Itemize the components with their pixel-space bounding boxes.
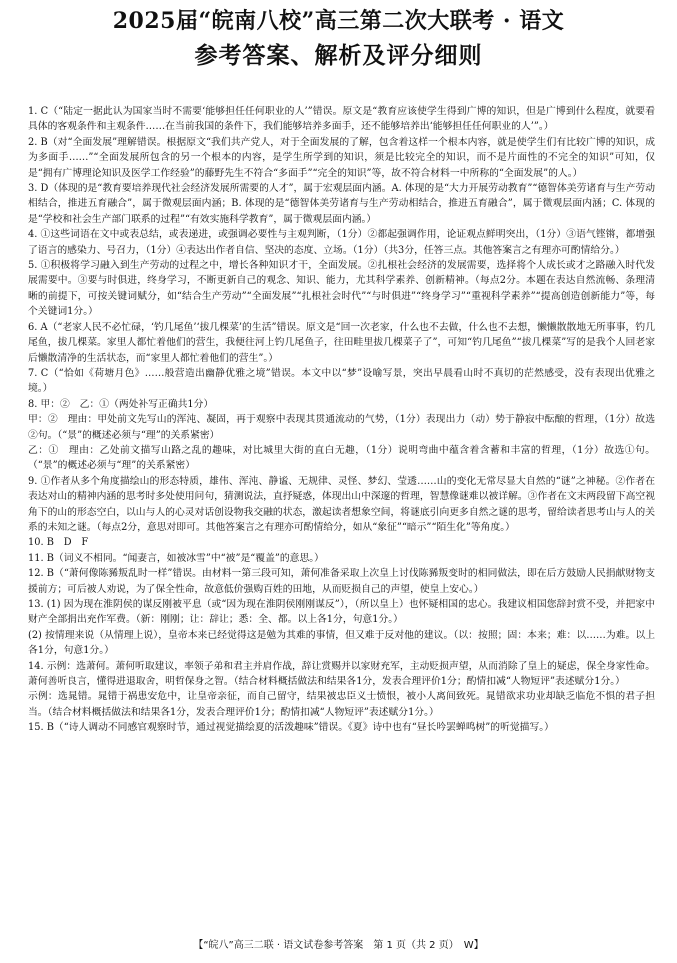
- answer-item: 14. 示例：选萧何。萧何听取建议，率领子弟和君主并肩作战，辞让赏赐并以家财充军，主动贬损声望，从而消除了皇上的疑虑，保全身家性命。萧何善听良言，懂得进退取舍，明哲保身之智。（结合材料概括做法和结果各1分，发表合理评价1分；酌情扣减“人物短评”表述赋分1分。）: [28, 660, 655, 688]
- answer-item: 9. ①作者从多个角度描绘山的形态特质，雄伟、浑沌、静谧、无规律、灵怪、梦幻、莹透……山的变化无常尽显大自然的“谜”之神秘。②作者在表达对山的精神内涵的思考时多处使用问句，猜测说法，直抒疑惑，体现出山中深邃的哲理，智慧像谜难以被详解。③作者在文末两段留下高空视角下的山的形态空白，以山与人的心灵对话创设物我交融的状态，激起读者想象空间，将谜底引向更多自然之谜的思考，留给读者思考山与人的关系的未知之谜。（每点2分，意思对即可。其他答案言之有理亦可酌情给分，如从“象征”“暗示”“陌生化”等角度。）: [28, 475, 655, 533]
- answer-item: 5. ①积极将学习融入到生产劳动的过程之中，增长各种知识才干，全面发展。②扎根社会经济的发展需要，选择将个人成长或才之路融入时代发展需要中。③要与时俱进，终身学习，不断更新自己的观念、知识、能力，尤其科学素养、创新精神。（每点2分。本题在表达自然流畅、条理清晰的前提下，可按关键词赋分，如“结合生产劳动”“全面发展”“扎根社会时代”“与时俱进”“终身学习”“重视科学素养”“提高创造创新能力”等，每个关键词1分。）: [28, 260, 655, 318]
- answer-item: 1. C（“陆定一据此认为国家当时不需要‘能够担任任何职业的人’”错误。原文是“教育应该使学生得到广博的知识，但是广博到什么程度，就要看具体的客观条件和主观条件……在当前我国的条件下，我们能够培养多面手，还不能够培养出‘能够担任任何职业的人’”。）: [28, 106, 655, 133]
- answer-item: 10. B D F: [28, 537, 89, 549]
- answer-item: 13. (1) 因为现在淮阴侯的谋反刚被平息（或“因为现在淮阴侯刚刚谋反”），（所以皇上）也怀疑相国的忠心。我建议相国您辞封赏不受，并把家中财产全部捐出充作军费。（新：刚刚；让：辞让；悉：全、都。以上各1分，句意1分。）: [28, 599, 655, 626]
- answer-item: 6. A（“老家人民不必忙碌，‘钓几尾鱼’‘拔几棵菜’的生活”错误。原文是“回一次老家，什么也不去做，什么也不去想，懒懒散散地无所事事，钓几尾鱼，拔几棵菜。家里人都忙着他们的营生，我便往河上钓几尾鱼子，往田畦里拔几棵菜子了”，可知“钓几尾鱼”“拔几棵菜”写的是我个人回老家后懒散清净的生活状态，而“家里人都忙着他们的营生”。）: [28, 321, 655, 364]
- answer-item: 甲：② 理由：甲处前文先写山的浑沌、凝固，再于观察中表现其贯通流动的气势，（1分）表现出力（动）势于静寂中酝酿的哲理，（1分）故选②句。（“景”的概述必须与“理”的关系紧密）: [28, 414, 655, 441]
- answer-item: 11. B（词义不相同。“闻妻言，如被冰雪”中“被”是“覆盖”的意思。）: [28, 552, 324, 564]
- answer-item: 4. ①这些词语在文中或表总结，或表递进，或强调必要性与主观判断，（1分）②都起强调作用，论证观点鲜明突出，（1分）③语气铿锵，都增强了语言的感染力、号召力，（1分）④表达出作者自信、坚决的态度、立场。（1分）（共3分，任答三点。其他答案言之有理亦可酌情给分。）: [28, 229, 655, 256]
- page-header: [0, 0, 677, 72]
- answer-item: 乙：① 理由：乙处前文描写山路之乱的趣味，对比城里大街的直白无趣，（1分）说明弯曲中蕴含着含蓄和丰富的哲理，（1分）故选①句。（“景”的概述必须与“理”的关系紧密）: [28, 444, 655, 472]
- answer-item: 示例：选晁错。晁错于祸患安危中，让皇帝亲征，而自己留守，结果被忠臣义士愤恨，被小人离间致死。晁错欲求功业却缺乏临危不惧的君子担当。（结合材料概括做法和结果各1分，发表合理评价1分；酌情扣减“人物短评”表述赋分1分。）: [28, 691, 655, 718]
- answer-item: 8. 甲：② 乙：①（两处补写正确共1分）: [28, 398, 214, 410]
- answer-item: 2. B（对“全面发展”理解错误。根据原文“我们共产党人，对于全面发展的了解，包含着这样一个根本内容，就是使学生们有比较广博的知识，成为多面手……”“全面发展所包含的另一个根本的内容，是学生所学到的知识，须是比较完全的知识，而不是片面性的不完全的知识”可知，仅是“拥有广博理论知识及医学工作经验”的藤野先生不符合“多面手”“完全的知识”等，故不符合材料一中所称的“全面发展”的人。）: [28, 136, 655, 179]
- answer-item: 3. D（体现的是“教育要培养现代社会经济发展所需要的人才”，属于宏观层面内涵。A. 体现的是“大力开展劳动教育”“德智体美劳诸育与生产劳动相结合，推进五育融合”，属于微观层面内涵；B. 体现的是“德智体美劳诸育与生产劳动相结合，推进五育融合”，属于微观层面内涵；C. 体现的是“学校和社会生产部门联系的过程”“有效实施科学教育”，属于微观层面内涵。）: [28, 183, 655, 225]
- page-footer: 【“皖八”高三二联 · 语文试卷参考答案 第 1 页（共 2 页） W】: [193, 940, 484, 951]
- exam-title: 2025届“皖南八校”高三第二次大联考 · 语文: [112, 8, 565, 34]
- answer-key-subtitle: 参考答案、解析及评分细则: [194, 42, 483, 69]
- answer-list: [28, 104, 655, 736]
- answer-item: 7. C（“恰如《荷塘月色》……般营造出幽静优雅之境”错误。本文中以“梦”设喻写景，突出早晨看山时不真切的茫然感受，没有表现出优雅之境。）: [28, 367, 655, 395]
- answer-item: 15. B（“诗人调动不同感官观察时节，通过视觉描绘夏的活泼趣味”错误。《夏》诗中也有“昼长吟罢蝉鸣树”的听觉描写。）: [28, 722, 554, 734]
- answer-item: (2) 按情理来说（从情理上说），皇帝本来已经觉得这是勉为其难的事情，但又难于反对他的建议。（以：按照；固：本来；难：以……为难。以上各1分，句意1分。）: [28, 629, 655, 657]
- answer-item: 12. B（“萧何像陈豨叛乱时一样”错误。由材料一第三段可知，萧何准备采取上次皇上讨伐陈豨叛变时的相同做法，即在后方鼓励人民捐献财物支援前方；可后被人劝说，为了保全性命，故意低价强购百姓的田地，从而贬损自己的声望，使皇上安心。）: [28, 568, 655, 595]
